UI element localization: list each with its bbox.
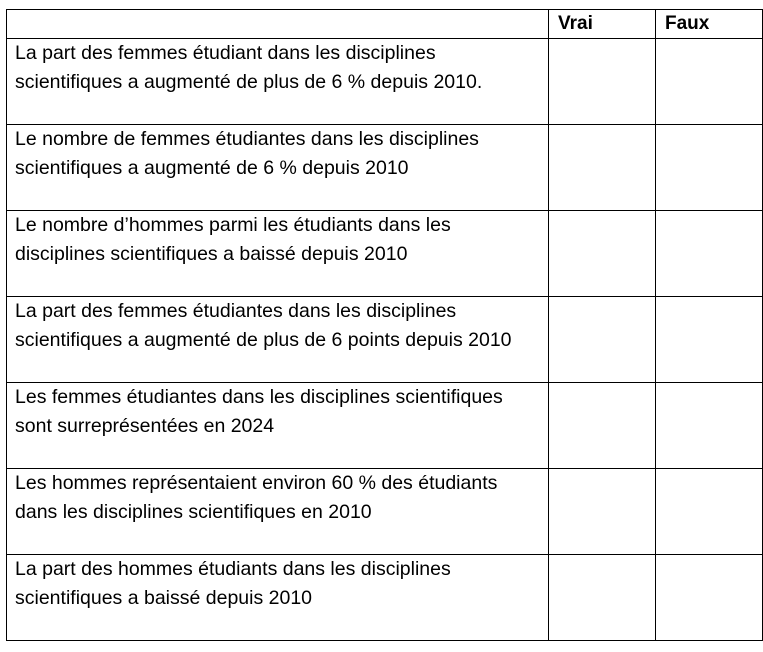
table-row	[7, 39, 763, 125]
faux-answer-cell[interactable]	[656, 39, 763, 125]
vrai-answer-cell[interactable]	[549, 39, 656, 125]
header-statement	[7, 10, 549, 39]
table-row	[7, 297, 763, 383]
header-faux: Faux	[656, 10, 763, 39]
faux-answer-cell[interactable]	[656, 125, 763, 211]
statement-cell: La part des hommes étudiants dans les disciplines scientifiques a baissé depuis 2010	[7, 555, 549, 641]
statement-cell: Les femmes étudiantes dans les disciplines scientifiques sont surreprésentées en 2024	[7, 383, 549, 469]
true-false-table	[6, 9, 763, 641]
statement-cell: Le nombre de femmes étudiantes dans les disciplines scientifiques a augmenté de 6 % depuis 2010	[7, 125, 549, 211]
vrai-answer-cell[interactable]	[549, 297, 656, 383]
table-row	[7, 211, 763, 297]
statement-cell: La part des femmes étudiant dans les disciplines scientifiques a augmenté de plus de 6 % depuis 2010.	[7, 39, 549, 125]
vrai-answer-cell[interactable]	[549, 383, 656, 469]
faux-answer-cell[interactable]	[656, 555, 763, 641]
faux-answer-cell[interactable]	[656, 383, 763, 469]
faux-answer-cell[interactable]	[656, 469, 763, 555]
header-row	[7, 10, 763, 39]
table-row	[7, 125, 763, 211]
statement-cell: Les hommes représentaient environ 60 % des étudiants dans les disciplines scientifiques en 2010	[7, 469, 549, 555]
header-vrai: Vrai	[549, 10, 656, 39]
statement-cell: Le nombre d’hommes parmi les étudiants dans les disciplines scientifiques a baissé depuis 2010	[7, 211, 549, 297]
vrai-answer-cell[interactable]	[549, 211, 656, 297]
faux-answer-cell[interactable]	[656, 211, 763, 297]
vrai-answer-cell[interactable]	[549, 469, 656, 555]
table-row	[7, 469, 763, 555]
faux-answer-cell[interactable]	[656, 297, 763, 383]
vrai-answer-cell[interactable]	[549, 125, 656, 211]
table-row	[7, 555, 763, 641]
statement-cell: La part des femmes étudiantes dans les disciplines scientifiques a augmenté de plus de 6 points depuis 2010	[7, 297, 549, 383]
vrai-answer-cell[interactable]	[549, 555, 656, 641]
table-row	[7, 383, 763, 469]
